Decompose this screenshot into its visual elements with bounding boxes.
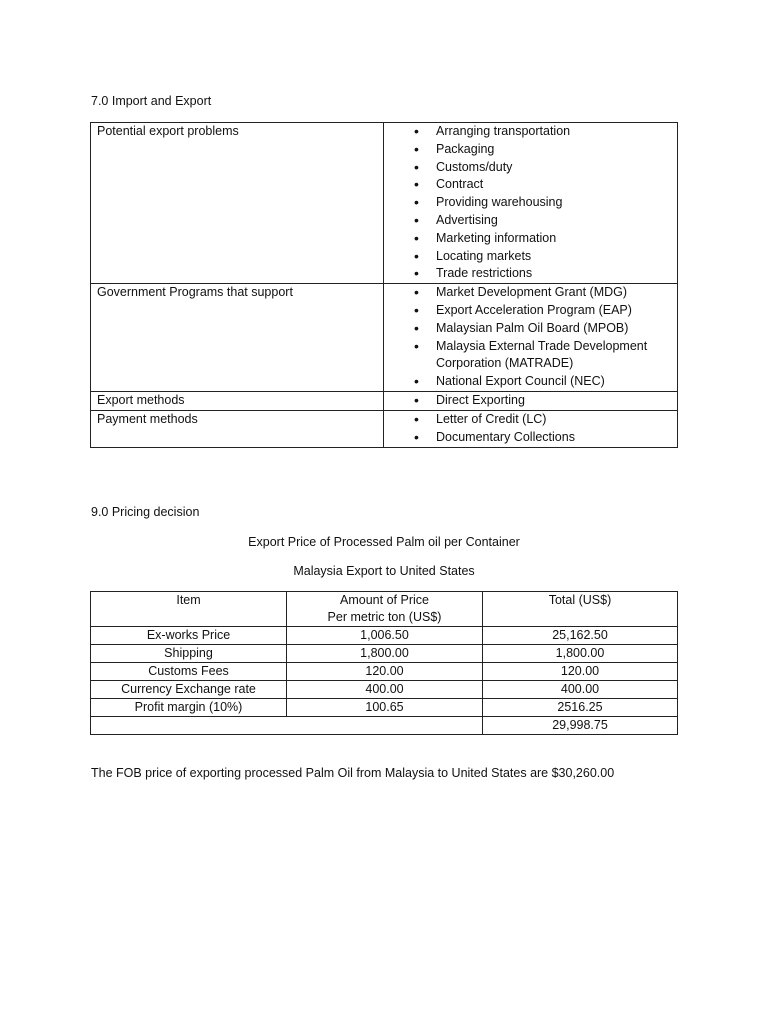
list-item: • Locating markets xyxy=(414,248,677,266)
list-item: • Documentary Collections xyxy=(414,429,677,447)
cell-item: Currency Exchange rate xyxy=(91,681,287,699)
cell-total: 120.00 xyxy=(483,663,678,681)
table-row xyxy=(91,284,678,392)
row-list-cell xyxy=(384,123,678,284)
column-header-amount xyxy=(287,592,483,627)
cell-item: Profit margin (10%) xyxy=(91,699,287,717)
table-caption: Export Price of Processed Palm oil per Container xyxy=(248,535,520,549)
list-item: • Market Development Grant (MDG) xyxy=(414,284,677,302)
cell-total: 1,800.00 xyxy=(483,645,678,663)
import-export-table xyxy=(90,122,678,448)
empty-cell xyxy=(91,717,483,735)
list-item: • Direct Exporting xyxy=(414,392,677,410)
list-item: • Contract xyxy=(414,176,677,194)
row-list-cell xyxy=(384,284,678,392)
row-label-cell xyxy=(91,123,384,284)
cell-item: Customs Fees xyxy=(91,663,287,681)
list-item: • Marketing information xyxy=(414,230,677,248)
column-header-label: Amount of Price xyxy=(340,593,429,607)
row-label: Government Programs that support xyxy=(97,285,293,300)
row-label: Export methods xyxy=(97,393,185,408)
list-item: • Arranging transportation xyxy=(414,123,677,141)
bullet-list xyxy=(384,284,677,391)
bullet-list xyxy=(384,411,677,447)
pricing-table xyxy=(90,591,678,735)
table-row xyxy=(91,663,678,681)
column-header-label: Total (US$) xyxy=(548,593,612,607)
list-item: • Packaging xyxy=(414,141,677,159)
list-item: • Malaysia External Trade Development Corporation (MATRADE) xyxy=(414,338,677,374)
cell-total: 2516.25 xyxy=(483,699,678,717)
row-list-cell xyxy=(384,392,678,411)
row-label-cell xyxy=(91,392,384,411)
cell-amount: 1,800.00 xyxy=(287,645,483,663)
section-9-heading: 9.0 Pricing decision xyxy=(91,505,200,519)
list-item: • Export Acceleration Program (EAP) xyxy=(414,302,677,320)
cell-amount: 1,006.50 xyxy=(287,627,483,645)
table-row xyxy=(91,411,678,448)
row-list-cell xyxy=(384,411,678,448)
grand-total-cell: 29,998.75 xyxy=(483,717,678,735)
list-item: • Malaysian Palm Oil Board (MPOB) xyxy=(414,320,677,338)
cell-amount: 100.65 xyxy=(287,699,483,717)
table-row xyxy=(91,645,678,663)
column-header-label: Item xyxy=(176,593,201,607)
row-label: Potential export problems xyxy=(97,124,239,138)
bullet-list xyxy=(384,392,677,410)
cell-amount: 120.00 xyxy=(287,663,483,681)
table-header-row xyxy=(91,592,678,627)
list-item: • Letter of Credit (LC) xyxy=(414,411,677,429)
table-subcaption: Malaysia Export to United States xyxy=(293,564,475,578)
list-item: • Trade restrictions xyxy=(414,265,677,283)
cell-total: 400.00 xyxy=(483,681,678,699)
cell-amount: 400.00 xyxy=(287,681,483,699)
list-item: • National Export Council (NEC) xyxy=(414,373,677,391)
table-row xyxy=(91,699,678,717)
bullet-list xyxy=(384,123,677,283)
row-label-cell xyxy=(91,284,384,392)
cell-item: Shipping xyxy=(91,645,287,663)
list-item: • Providing warehousing xyxy=(414,194,677,212)
cell-total: 25,162.50 xyxy=(483,627,678,645)
table-row xyxy=(91,123,678,284)
fob-statement: The FOB price of exporting processed Palm Oil from Malaysia to United States are $30,260.00 xyxy=(91,766,615,780)
table-row xyxy=(91,392,678,411)
list-item: • Customs/duty xyxy=(414,159,677,177)
row-label-cell xyxy=(91,411,384,448)
list-item: • Advertising xyxy=(414,212,677,230)
column-header-item xyxy=(91,592,287,627)
grand-total-row xyxy=(91,717,678,735)
column-header-total xyxy=(483,592,678,627)
table-row xyxy=(91,627,678,645)
column-header-label: Per metric ton (US$) xyxy=(327,610,442,624)
section-7-heading: 7.0 Import and Export xyxy=(91,94,212,108)
row-label: Payment methods xyxy=(97,412,198,427)
table-row xyxy=(91,681,678,699)
cell-item: Ex-works Price xyxy=(91,627,287,645)
